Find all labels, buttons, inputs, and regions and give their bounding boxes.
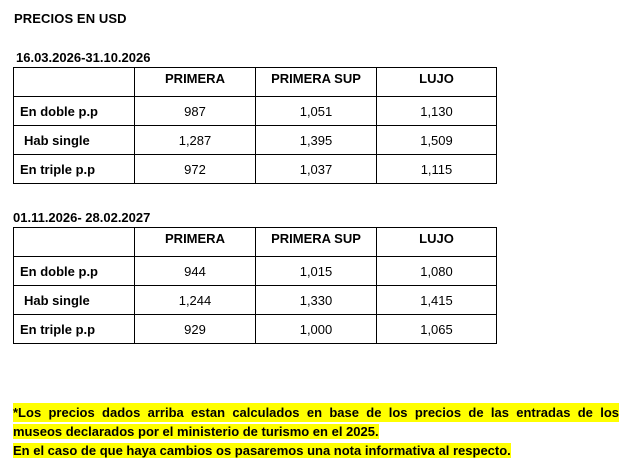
header-cell-empty	[14, 68, 135, 97]
price-cell: 972	[135, 155, 256, 184]
header-cell-empty	[14, 228, 135, 257]
price-cell: 1,415	[377, 286, 497, 315]
row-label: En doble p.p	[14, 97, 135, 126]
price-cell: 1,330	[256, 286, 377, 315]
table-header-row	[14, 68, 497, 97]
price-note	[13, 403, 619, 460]
header-cell-primera-sup: PRIMERA SUP	[256, 228, 377, 257]
note-line-2: museos declarados por el ministerio de turismo en el 2025.	[13, 424, 379, 439]
row-label: Hab single	[14, 286, 135, 315]
table-row	[14, 155, 497, 184]
row-label: En triple p.p	[14, 155, 135, 184]
note-line-3: En el caso de que haya cambios os pasaremos una nota informativa al respecto.	[13, 443, 511, 458]
price-cell: 929	[135, 315, 256, 344]
row-label: Hab single	[14, 126, 135, 155]
price-cell: 1,395	[256, 126, 377, 155]
price-cell: 944	[135, 257, 256, 286]
price-cell: 1,244	[135, 286, 256, 315]
price-cell: 1,065	[377, 315, 497, 344]
price-cell: 1,115	[377, 155, 497, 184]
price-cell: 1,287	[135, 126, 256, 155]
table-row	[14, 286, 497, 315]
table-row	[14, 257, 497, 286]
header-cell-primera: PRIMERA	[135, 68, 256, 97]
note-line-1: *Los precios dados arriba estan calculados en base de los precios de las entradas de los	[13, 405, 619, 420]
price-table-2	[13, 227, 497, 344]
row-label: En triple p.p	[14, 315, 135, 344]
price-cell: 987	[135, 97, 256, 126]
price-cell: 1,015	[256, 257, 377, 286]
period-label-1: 16.03.2026-31.10.2026	[16, 50, 151, 65]
price-cell: 1,509	[377, 126, 497, 155]
period-label-2: 01.11.2026- 28.02.2027	[13, 210, 151, 225]
price-cell: 1,130	[377, 97, 497, 126]
price-cell: 1,037	[256, 155, 377, 184]
price-table-1	[13, 67, 497, 184]
table-header-row	[14, 228, 497, 257]
table-row	[14, 315, 497, 344]
header-cell-primera: PRIMERA	[135, 228, 256, 257]
header-cell-primera-sup: PRIMERA SUP	[256, 68, 377, 97]
header-cell-lujo: LUJO	[377, 228, 497, 257]
table-row	[14, 126, 497, 155]
price-cell: 1,080	[377, 257, 497, 286]
row-label: En doble p.p	[14, 257, 135, 286]
price-cell: 1,051	[256, 97, 377, 126]
page-title: PRECIOS EN USD	[14, 11, 127, 26]
table-row	[14, 97, 497, 126]
header-cell-lujo: LUJO	[377, 68, 497, 97]
price-cell: 1,000	[256, 315, 377, 344]
